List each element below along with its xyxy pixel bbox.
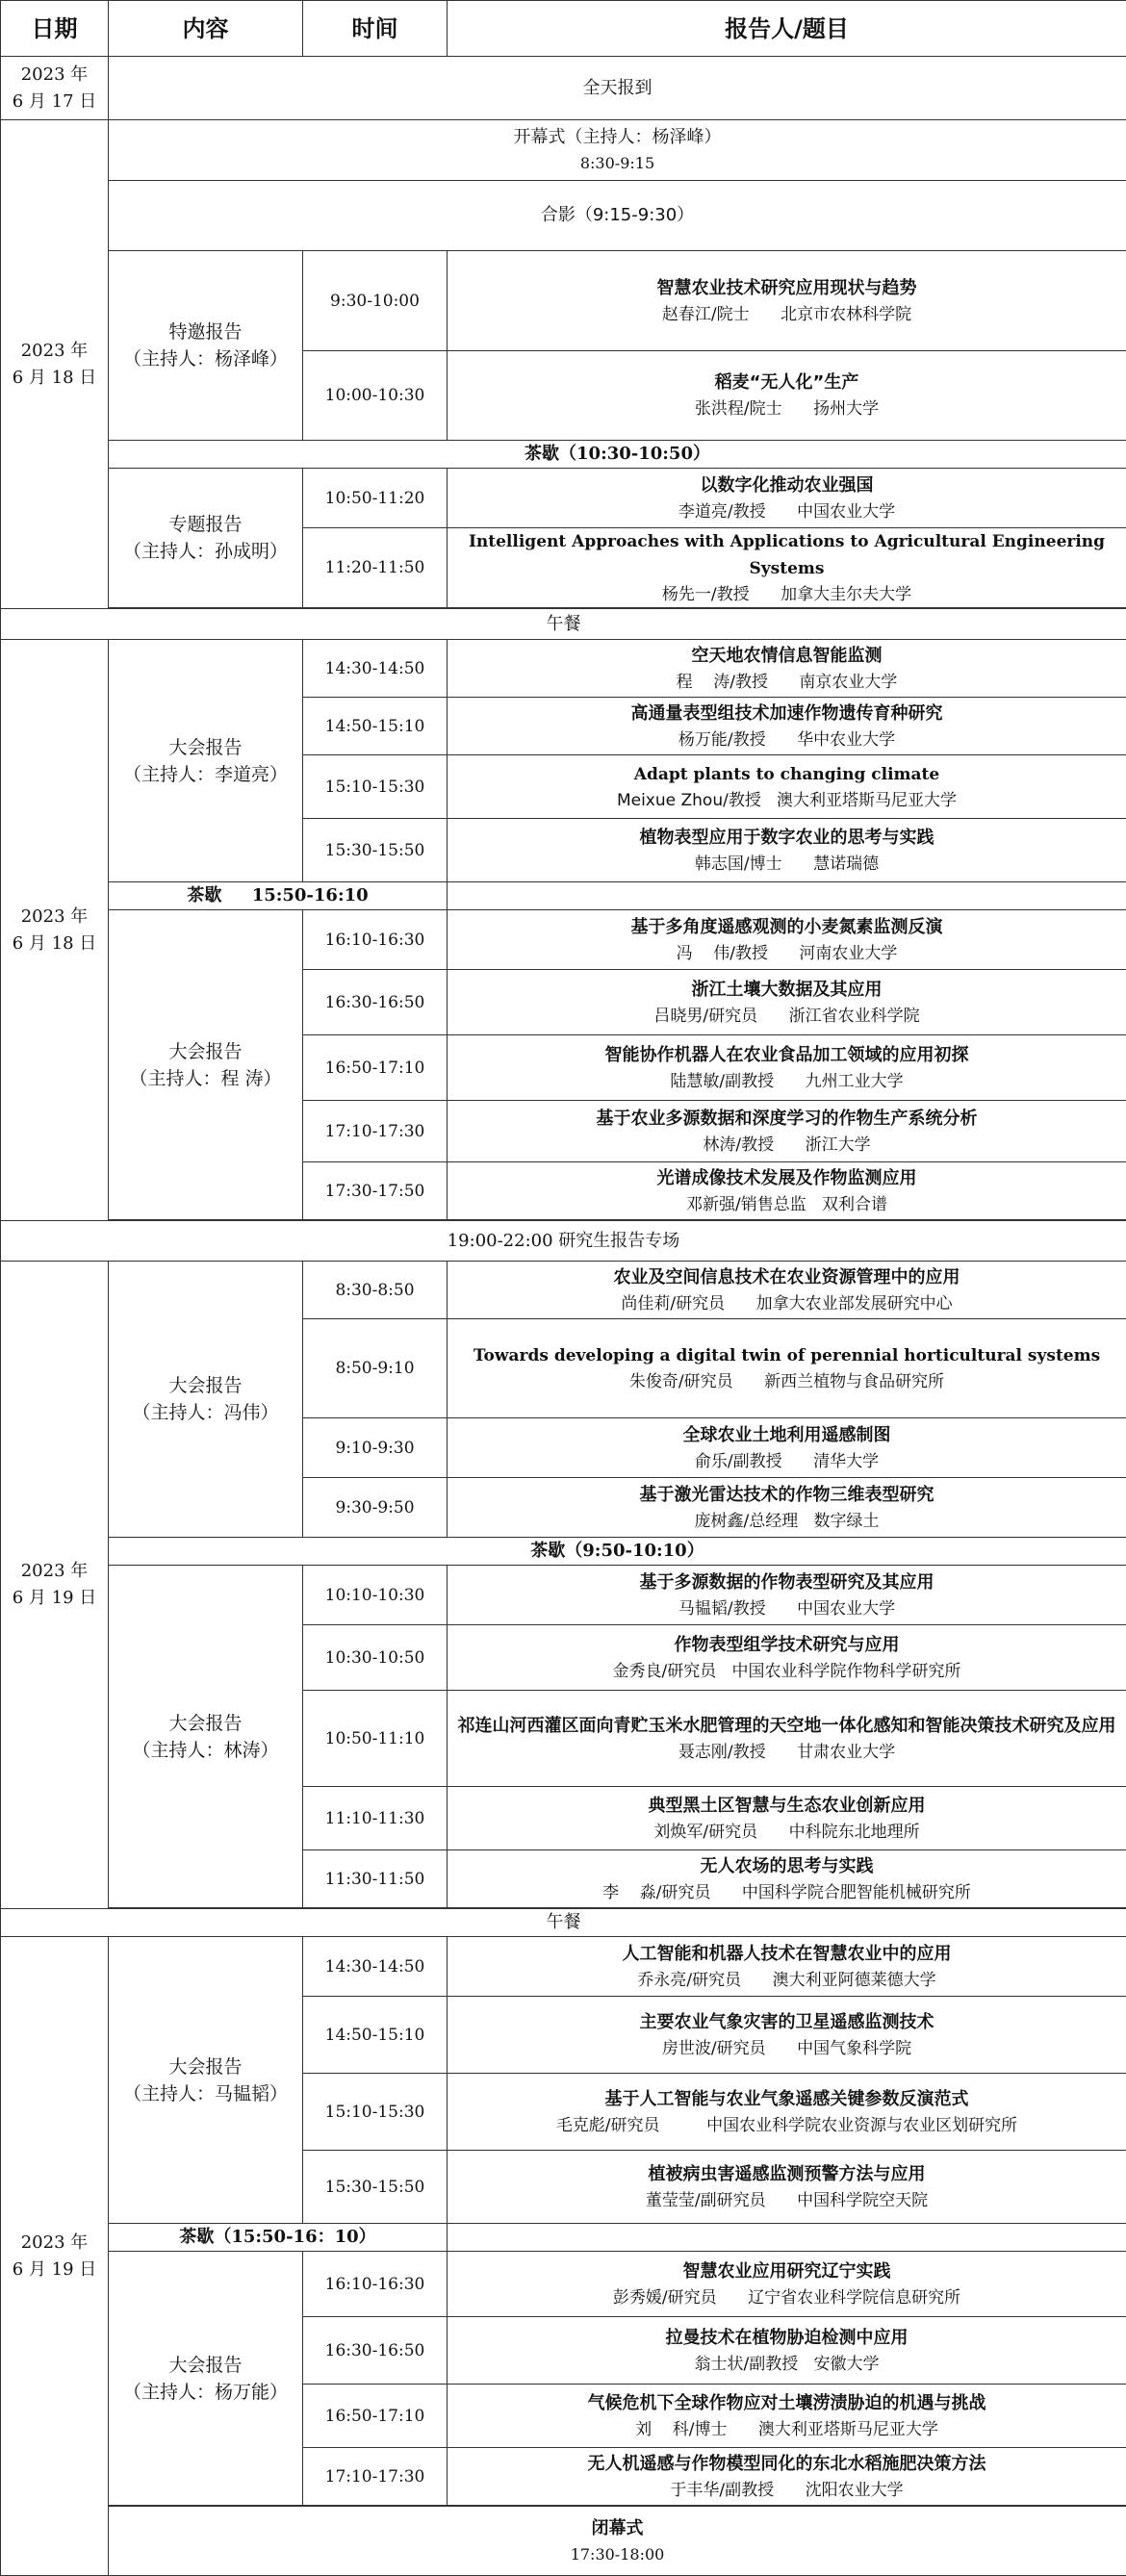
- talk-time: 16:10-16:30: [303, 910, 448, 970]
- talk-time: 16:50-17:10: [303, 1035, 448, 1101]
- talk-time: 11:10-11:30: [303, 1787, 448, 1850]
- talk-speaker: 房世波/研究员 中国气象科学院: [455, 2036, 1118, 2061]
- header-speaker-topic: 报告人/题目: [448, 1, 1126, 57]
- talk-time: 15:30-15:50: [303, 819, 448, 882]
- talk-time: 8:30-8:50: [303, 1262, 448, 1319]
- talk-title: 无人机遥感与作物模型同化的东北水稻施肥决策方法: [455, 2451, 1118, 2478]
- talk-speaker: 韩志国/博士 慧诺瑞德: [455, 852, 1118, 877]
- talk-speaker: 刘 科/博士 澳大利亚塔斯马尼亚大学: [455, 2417, 1118, 2442]
- talk-speaker: 杨先一/教授 加拿大圭尔夫大学: [455, 582, 1118, 607]
- talk-title: 主要农业气象灾害的卫星遥感监测技术: [455, 2009, 1118, 2036]
- talk-cell: [448, 469, 1126, 528]
- talk-title: Intelligent Approaches with Applications to Agricultural Engineering Systems: [455, 528, 1118, 582]
- opening-ceremony-cell: [109, 120, 1126, 181]
- talk-speaker: 董莹莹/副研究员 中国科学院空天院: [455, 2188, 1118, 2213]
- talk-cell: [448, 2074, 1126, 2151]
- talk-speaker: 李道亮/教授 中国农业大学: [455, 499, 1118, 524]
- talk-title: 智慧农业应用研究辽宁实践: [455, 2258, 1118, 2285]
- talk-title: 拉曼技术在植物胁迫检测中应用: [455, 2325, 1118, 2352]
- tea-break-row: [1, 882, 1126, 910]
- closing-row: [1, 2507, 1126, 2576]
- talk-title: 无人农场的思考与实践: [455, 1853, 1118, 1880]
- talk-speaker: 李 淼/研究员 中国科学院合肥智能机械研究所: [455, 1880, 1118, 1905]
- talk-cell: [448, 1997, 1126, 2074]
- date-cell: 2023 年 6 月 19 日: [1, 1262, 109, 1909]
- closing-title: 闭幕式: [116, 2515, 1118, 2542]
- talk-time: 11:20-11:50: [303, 528, 448, 608]
- talk-time: 15:10-15:30: [303, 755, 448, 819]
- talk-cell: [448, 2151, 1126, 2224]
- talk-title: 人工智能和机器人技术在智慧农业中的应用: [455, 1941, 1118, 1968]
- talk-title: 植被病虫害遥感监测预警方法与应用: [455, 2161, 1118, 2188]
- table-row: [1, 2252, 1126, 2317]
- table-row: [1, 57, 1126, 120]
- talk-speaker: 杨万能/教授 华中农业大学: [455, 727, 1118, 752]
- table-row: [1, 640, 1126, 698]
- talk-title: Adapt plants to changing climate: [455, 761, 1118, 788]
- session-label: 大会报告 （主持人：李道亮）: [109, 640, 303, 882]
- talk-cell: [448, 1787, 1126, 1850]
- talk-time: 9:10-9:30: [303, 1418, 448, 1478]
- talk-speaker: 于丰华/副教授 沈阳农业大学: [455, 2478, 1118, 2503]
- tea-break-row: [1, 441, 1126, 469]
- opening-title: 开幕式（主持人：杨泽峰）: [116, 124, 1118, 151]
- talk-title: 基于人工智能与农业气象遥感关键参数反演范式: [455, 2086, 1118, 2113]
- talk-speaker: 乔永亮/研究员 澳大利亚阿德莱德大学: [455, 1968, 1118, 1993]
- talk-time: 9:30-9:50: [303, 1478, 448, 1538]
- tea-break-label: 茶歇: [525, 444, 559, 464]
- table-row: [1, 910, 1126, 970]
- talk-cell: [448, 1850, 1126, 1908]
- talk-speaker: 金秀良/研究员 中国农业科学院作物科学研究所: [455, 1659, 1118, 1684]
- talk-cell: [448, 1566, 1126, 1625]
- talk-time: 15:10-15:30: [303, 2074, 448, 2151]
- evening-session-cell: 19:00-22:00 研究生报告专场: [1, 1221, 1126, 1262]
- talk-cell: [448, 1478, 1126, 1538]
- talk-speaker: 林涛/教授 浙江大学: [455, 1133, 1118, 1158]
- talk-speaker: 彭秀媛/研究员 辽宁省农业科学院信息研究所: [455, 2285, 1118, 2310]
- talk-title: 光谱成像技术发展及作物监测应用: [455, 1165, 1118, 1192]
- talk-speaker: 朱俊奇/研究员 新西兰植物与食品研究所: [455, 1369, 1118, 1394]
- talk-time: 16:50-17:10: [303, 2385, 448, 2448]
- table-row: [1, 181, 1126, 251]
- table-row: [1, 1566, 1126, 1625]
- talk-title: 稻麦“无人化”生产: [455, 370, 1118, 396]
- talk-speaker: 张洪程/院士 扬州大学: [455, 396, 1118, 421]
- talk-cell: [448, 528, 1126, 608]
- talk-title: 基于多角度遥感观测的小麦氮素监测反演: [455, 914, 1118, 941]
- talk-cell: [448, 2448, 1126, 2506]
- talk-time: 8:50-9:10: [303, 1319, 448, 1418]
- lunch-row: [1, 609, 1126, 640]
- talk-cell: [448, 1319, 1126, 1418]
- tea-break-cell: [109, 2224, 448, 2252]
- talk-title: 作物表型组学技术研究与应用: [455, 1632, 1118, 1659]
- talk-time: 14:30-14:50: [303, 640, 448, 698]
- talk-speaker: 庞树鑫/总经理 数字绿土: [455, 1509, 1118, 1534]
- talk-title: 农业及空间信息技术在农业资源管理中的应用: [455, 1264, 1118, 1291]
- talk-speaker: 俞乐/副教授 清华大学: [455, 1449, 1118, 1474]
- talk-cell: [448, 1101, 1126, 1162]
- talk-time: 10:00-10:30: [303, 351, 448, 441]
- talk-speaker: 聂志刚/教授 甘肃农业大学: [455, 1740, 1118, 1765]
- tea-break-time: （10:30-10:50）: [559, 444, 710, 464]
- talk-speaker: 马韫韬/教授 中国农业大学: [455, 1596, 1118, 1621]
- table-row: [1, 251, 1126, 351]
- date-cell: 2023 年 6 月 18 日: [1, 120, 109, 609]
- session-label: 大会报告 （主持人：冯伟）: [109, 1262, 303, 1538]
- talk-cell: [448, 1691, 1126, 1787]
- evening-session-row: [1, 1221, 1126, 1262]
- talk-speaker: 程 涛/教授 南京农业大学: [455, 670, 1118, 695]
- header-time: 时间: [303, 1, 448, 57]
- talk-speaker: 尚佳莉/研究员 加拿大农业部发展研究中心: [455, 1291, 1118, 1316]
- talk-time: 10:50-11:10: [303, 1691, 448, 1787]
- table-row: [1, 1262, 1126, 1319]
- talk-time: 16:10-16:30: [303, 2252, 448, 2317]
- session-label: 大会报告 （主持人：林涛）: [109, 1566, 303, 1908]
- date-cell: 2023 年 6 月 18 日: [1, 640, 109, 1221]
- talk-cell: [448, 1162, 1126, 1220]
- tea-break-time: （15:50-16：10）: [214, 2227, 375, 2247]
- tea-break-row: [1, 1538, 1126, 1566]
- talk-title: 高通量表型组技术加速作物遗传育种研究: [455, 701, 1118, 727]
- talk-speaker: 翁士状/副教授 安徽大学: [455, 2352, 1118, 2377]
- talk-speaker: Meixue Zhou/教授 澳大利亚塔斯马尼亚大学: [455, 788, 1118, 813]
- talk-cell: [448, 698, 1126, 755]
- talk-title: 浙江土壤大数据及其应用: [455, 977, 1118, 1004]
- talk-title: 祁连山河西灌区面向青贮玉米水肥管理的天空地一体化感知和智能决策技术研究及应用: [455, 1713, 1118, 1740]
- table-row: [1, 469, 1126, 528]
- talk-cell: [448, 970, 1126, 1035]
- talk-title: 典型黑土区智慧与生态农业创新应用: [455, 1793, 1118, 1820]
- talk-title: 基于激光雷达技术的作物三维表型研究: [455, 1482, 1118, 1509]
- table-row: [1, 1937, 1126, 1997]
- talk-time: 17:30-17:50: [303, 1162, 448, 1220]
- closing-time: 17:30-18:00: [116, 2542, 1118, 2567]
- session-label: 大会报告 （主持人：杨万能）: [109, 2252, 303, 2506]
- header-date: 日期: [1, 1, 109, 57]
- talk-time: 9:30-10:00: [303, 251, 448, 351]
- talk-cell: [448, 910, 1126, 970]
- tea-break-cell: [109, 882, 448, 910]
- talk-cell: [448, 2317, 1126, 2385]
- tea-break-cell: [109, 441, 1126, 469]
- talk-speaker: 吕晓男/研究员 浙江省农业科学院: [455, 1004, 1118, 1029]
- tea-break-label: 茶歇: [530, 1541, 565, 1561]
- talk-title: 基于多源数据的作物表型研究及其应用: [455, 1569, 1118, 1596]
- talk-title: 基于农业多源数据和深度学习的作物生产系统分析: [455, 1106, 1118, 1133]
- talk-time: 14:50-15:10: [303, 1997, 448, 2074]
- talk-time: 11:30-11:50: [303, 1850, 448, 1908]
- talk-cell: [448, 755, 1126, 819]
- table-header-row: [1, 1, 1126, 57]
- closing-ceremony-cell: [109, 2507, 1126, 2576]
- opening-time: 8:30-9:15: [116, 151, 1118, 176]
- talk-title: 植物表型应用于数字农业的思考与实践: [455, 825, 1118, 852]
- tea-break-time: （9:50-10:10）: [565, 1541, 704, 1561]
- session-label: 专题报告 （主持人：孙成明）: [109, 469, 303, 608]
- lunch-row: [1, 1909, 1126, 1937]
- talk-time: 10:10-10:30: [303, 1566, 448, 1625]
- talk-title: 智慧农业技术研究应用现状与趋势: [455, 275, 1118, 302]
- talk-speaker: 毛克彪/研究员 中国农业科学院农业资源与农业区划研究所: [455, 2113, 1118, 2138]
- talk-speaker: 邓新强/销售总监 双利合谱: [455, 1192, 1118, 1217]
- talk-speaker: 陆慧敏/副教授 九州工业大学: [455, 1069, 1118, 1094]
- talk-title: Towards developing a digital twin of perennial horticultural systems: [455, 1342, 1118, 1369]
- talk-time: 14:30-14:50: [303, 1937, 448, 1997]
- header-content: 内容: [109, 1, 303, 57]
- talk-speaker: 刘焕军/研究员 中科院东北地理所: [455, 1820, 1118, 1845]
- talk-cell: [448, 1418, 1126, 1478]
- talk-cell: [448, 1262, 1126, 1319]
- date-cell: 2023 年 6 月 17 日: [1, 57, 109, 120]
- talk-cell: [448, 251, 1126, 351]
- talk-time: 16:30-16:50: [303, 2317, 448, 2385]
- talk-time: 15:30-15:50: [303, 2151, 448, 2224]
- talk-cell: [448, 351, 1126, 441]
- talk-cell: [448, 2385, 1126, 2448]
- talk-title: 全球农业土地利用遥感制图: [455, 1422, 1118, 1449]
- talk-cell: [448, 1937, 1126, 1997]
- tea-break-row: [1, 2224, 1126, 2252]
- talk-title: 气候危机下全球作物应对土壤涝渍胁迫的机遇与挑战: [455, 2390, 1118, 2417]
- talk-title: 空天地农情信息智能监测: [455, 643, 1118, 670]
- session-label: 特邀报告 （主持人：杨泽峰）: [109, 251, 303, 441]
- date-cell: 2023 年 6 月 19 日: [1, 1937, 109, 2576]
- talk-time: 14:50-15:10: [303, 698, 448, 755]
- talk-cell: [448, 640, 1126, 698]
- session-label: 大会报告 （主持人：马韫韬）: [109, 1937, 303, 2224]
- talk-speaker: 赵春江/院士 北京市农林科学院: [455, 302, 1118, 327]
- talk-cell: [448, 1625, 1126, 1691]
- talk-time: 16:30-16:50: [303, 970, 448, 1035]
- tea-break-time: 15:50-16:10: [252, 885, 369, 905]
- tea-break-label: 茶歇: [179, 2227, 214, 2247]
- talk-cell: [448, 819, 1126, 882]
- table-row: [1, 120, 1126, 181]
- group-photo-cell: 合影（9:15-9:30）: [109, 181, 1126, 251]
- registration-cell: 全天报到: [109, 57, 1126, 120]
- session-label: 大会报告 （主持人：程 涛）: [109, 910, 303, 1220]
- lunch-cell: 午餐: [1, 609, 1126, 640]
- tea-break-label: 茶歇: [187, 885, 221, 905]
- talk-time: 17:10-17:30: [303, 2448, 448, 2506]
- talk-cell: [448, 1035, 1126, 1101]
- talk-time: 17:10-17:30: [303, 1101, 448, 1162]
- talk-time: 10:30-10:50: [303, 1625, 448, 1691]
- talk-cell: [448, 2252, 1126, 2317]
- tea-break-cell: [109, 1538, 1126, 1566]
- talk-title: 智能协作机器人在农业食品加工领域的应用初探: [455, 1042, 1118, 1069]
- talk-speaker: 冯 伟/教授 河南农业大学: [455, 941, 1118, 966]
- talk-title: 以数字化推动农业强国: [455, 472, 1118, 499]
- lunch-cell: 午餐: [1, 1909, 1126, 1937]
- talk-time: 10:50-11:20: [303, 469, 448, 528]
